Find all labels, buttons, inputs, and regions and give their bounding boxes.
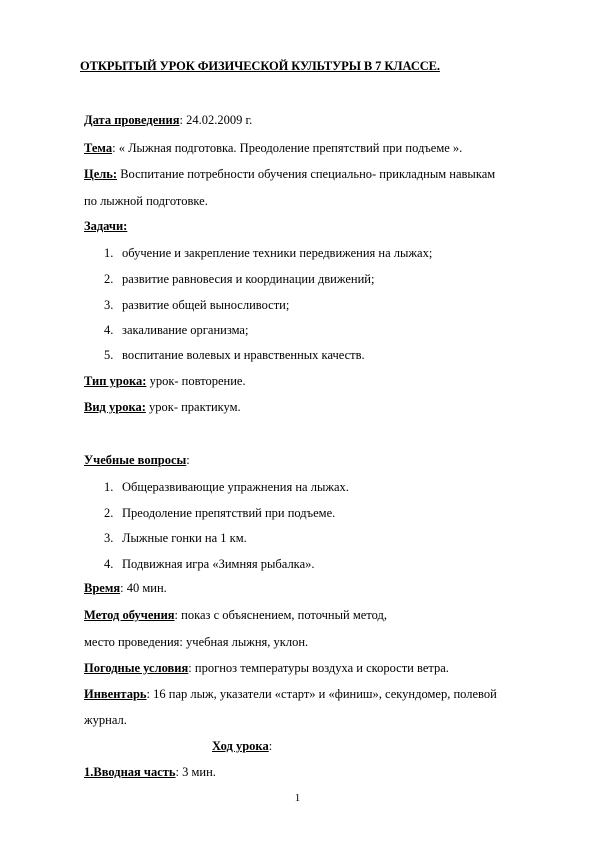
course-heading-label: Ход урока	[212, 739, 269, 753]
intro-label: 1.Вводная часть	[84, 765, 176, 779]
list-item: 5. воспитание волевых и нравственных качеств.	[104, 348, 365, 362]
lesson-type-label: Тип урока:	[84, 374, 147, 388]
lesson-kind-label: Вид урока:	[84, 400, 146, 414]
list-item: 1. Общеразвивающие упражнения на лыжах.	[104, 480, 349, 494]
time-value: : 40 мин.	[120, 581, 167, 595]
goal-value: Воспитание потребности обучения специально- прикладным навыкам	[117, 167, 496, 181]
list-item: 3. Лыжные гонки на 1 км.	[104, 531, 247, 545]
list-item: 4. закаливание организма;	[104, 323, 249, 337]
document-title: ОТКРЫТЫЙ УРОК ФИЗИЧЕСКОЙ КУЛЬТУРЫ В 7 КЛАССЕ.	[80, 59, 440, 73]
topic-line	[84, 140, 462, 156]
inventory-label: Инвентарь	[84, 687, 147, 701]
questions-label: Учебные вопросы	[84, 453, 187, 467]
weather-line	[84, 660, 449, 676]
topic-label: Тема	[84, 141, 113, 155]
goal-label: Цель:	[84, 167, 118, 181]
date-label: Дата проведения	[84, 113, 180, 127]
lesson-kind-line	[84, 399, 241, 415]
weather-label: Погодные условия	[84, 661, 189, 675]
goal-line-2: по лыжной подготовке.	[84, 194, 208, 208]
list-item: 3. развитие общей выносливости;	[104, 298, 290, 312]
list-item: 1. обучение и закрепление техники передвижения на лыжах;	[104, 246, 433, 260]
place-line: место проведения: учебная лыжня, уклон.	[84, 635, 309, 649]
inventory-line	[84, 686, 497, 702]
method-line	[84, 607, 387, 623]
intro-line	[84, 764, 216, 780]
lesson-kind-value: урок- практикум.	[145, 400, 241, 414]
lesson-type-line	[84, 373, 246, 389]
topic-value: : « Лыжная подготовка. Преодоление препятствий при подъеме ».	[112, 141, 463, 155]
intro-value: : 3 мин.	[175, 765, 216, 779]
list-item: 2. развитие равновесия и координации движений;	[104, 272, 375, 286]
time-label: Время	[84, 581, 121, 595]
tasks-label: Задачи:	[84, 219, 128, 233]
weather-value: : прогноз температуры воздуха и скорости ветра.	[188, 661, 449, 675]
goal-line	[84, 166, 495, 182]
inventory-value: : 16 пар лыж, указатели «старт» и «финиш», секундомер, полевой	[146, 687, 497, 701]
list-item: 2. Преодоление препятствий при подъеме.	[104, 506, 336, 520]
method-value: : показ с объяснением, поточный метод,	[174, 608, 387, 622]
questions-heading: Учебные вопросы:	[84, 453, 190, 467]
inventory-line-2: журнал.	[84, 713, 127, 727]
lesson-type-value: урок- повторение.	[146, 374, 246, 388]
date-value: : 24.02.2009 г.	[179, 113, 253, 127]
page-number: 1	[294, 792, 301, 804]
list-item: 4. Подвижная игра «Зимняя рыбалка».	[104, 557, 315, 571]
course-heading: Ход урока:	[212, 739, 273, 753]
date-line	[84, 112, 252, 128]
method-label: Метод обучения	[84, 608, 175, 622]
time-line	[84, 580, 167, 596]
tasks-heading	[84, 218, 127, 234]
